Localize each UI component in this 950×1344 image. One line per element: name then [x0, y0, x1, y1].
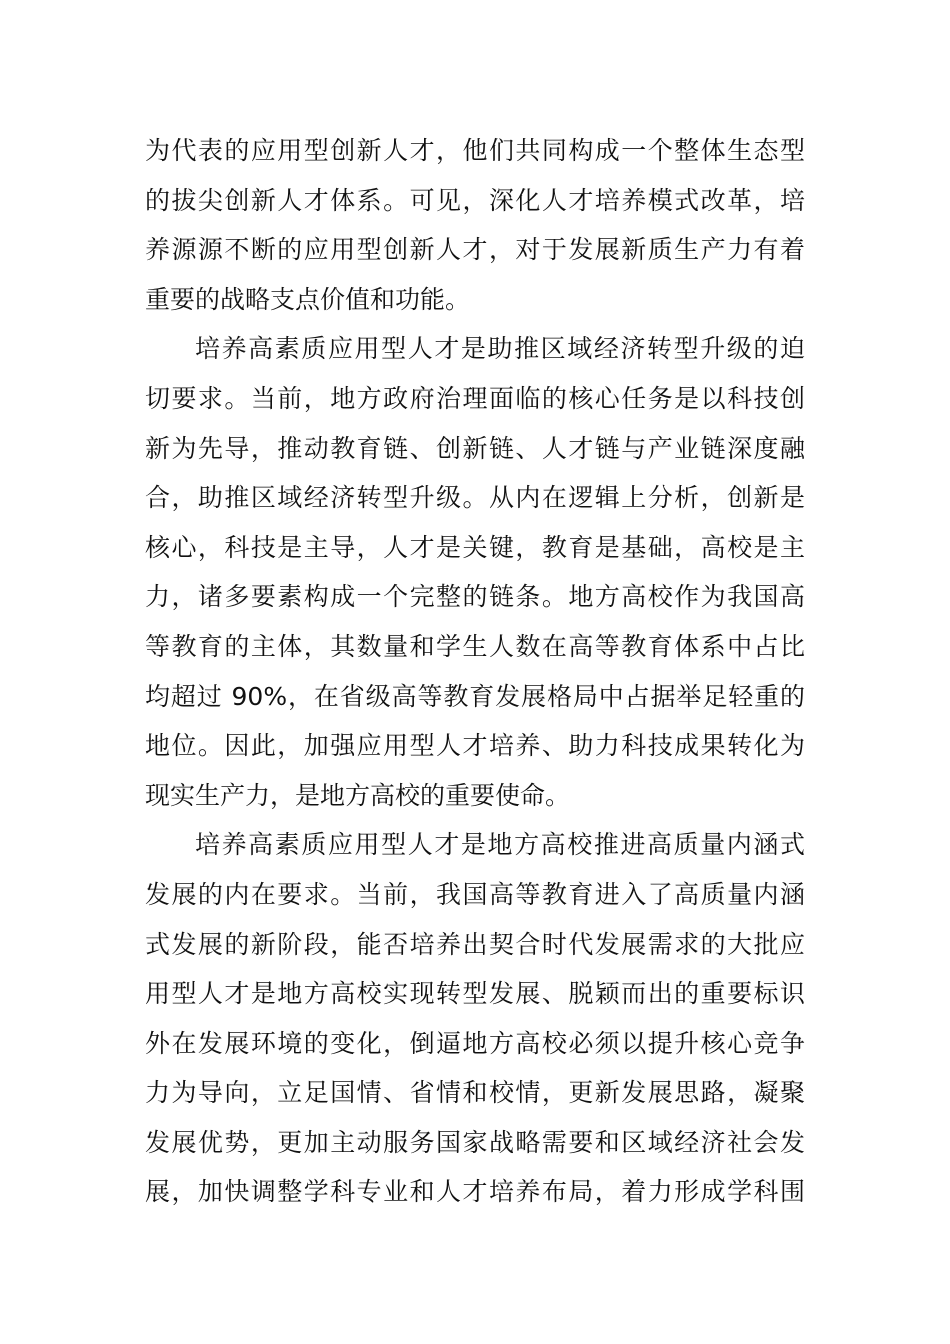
text-line: 现实生产力，是地方高校的重要使命。: [145, 780, 571, 810]
text-line: 式发展的新阶段，能否培养出契合时代发展需求的大批应: [145, 929, 805, 959]
text-line: 养源源不断的应用型创新人才，对于发展新质生产力有着: [145, 235, 805, 265]
text-line: 新为先导，推动教育链、创新链、人才链与产业链深度融: [145, 433, 805, 463]
text-line: 用型人才是地方高校实现转型发展、脱颖而出的重要标识: [145, 979, 805, 1009]
text-line: 核心，科技是主导，人才是关键，教育是基础，高校是主: [145, 532, 805, 562]
body-text: [145, 126, 805, 1217]
text-line: 培养高素质应用型人才是助推区域经济转型升级的迫: [195, 334, 805, 364]
text-line: 发展优势，更加主动服务国家战略需要和区域经济社会发: [145, 1127, 805, 1157]
text-line: 发展的内在要求。当前，我国高等教育进入了高质量内涵: [145, 879, 805, 909]
text-line: 力为导向，立足国情、省情和校情，更新发展思路，凝聚: [145, 1078, 805, 1108]
text-line: 合，助推区域经济转型升级。从内在逻辑上分析，创新是: [145, 483, 805, 513]
text-line: 培养高素质应用型人才是地方高校推进高质量内涵式: [195, 830, 805, 860]
text-line: 均超过 90%，在省级高等教育发展格局中占据举足轻重的: [145, 681, 805, 711]
text-line: 的拔尖创新人才体系。可见，深化人才培养模式改革，培: [145, 185, 805, 215]
text-line: 等教育的主体，其数量和学生人数在高等教育体系中占比: [145, 631, 805, 661]
text-line: 力，诸多要素构成一个完整的链条。地方高校作为我国高: [145, 582, 805, 612]
text-line: 外在发展环境的变化，倒逼地方高校必须以提升核心竞争: [145, 1028, 805, 1058]
text-line: 重要的战略支点价值和功能。: [145, 284, 471, 314]
text-line: 地位。因此，加强应用型人才培养、助力科技成果转化为: [145, 731, 805, 761]
text-line: 为代表的应用型创新人才，他们共同构成一个整体生态型: [145, 136, 805, 165]
text-line: 展，加快调整学科专业和人才培养布局，着力形成学科围: [145, 1177, 805, 1207]
text-line: 切要求。当前，地方政府治理面临的核心任务是以科技创: [145, 383, 805, 413]
